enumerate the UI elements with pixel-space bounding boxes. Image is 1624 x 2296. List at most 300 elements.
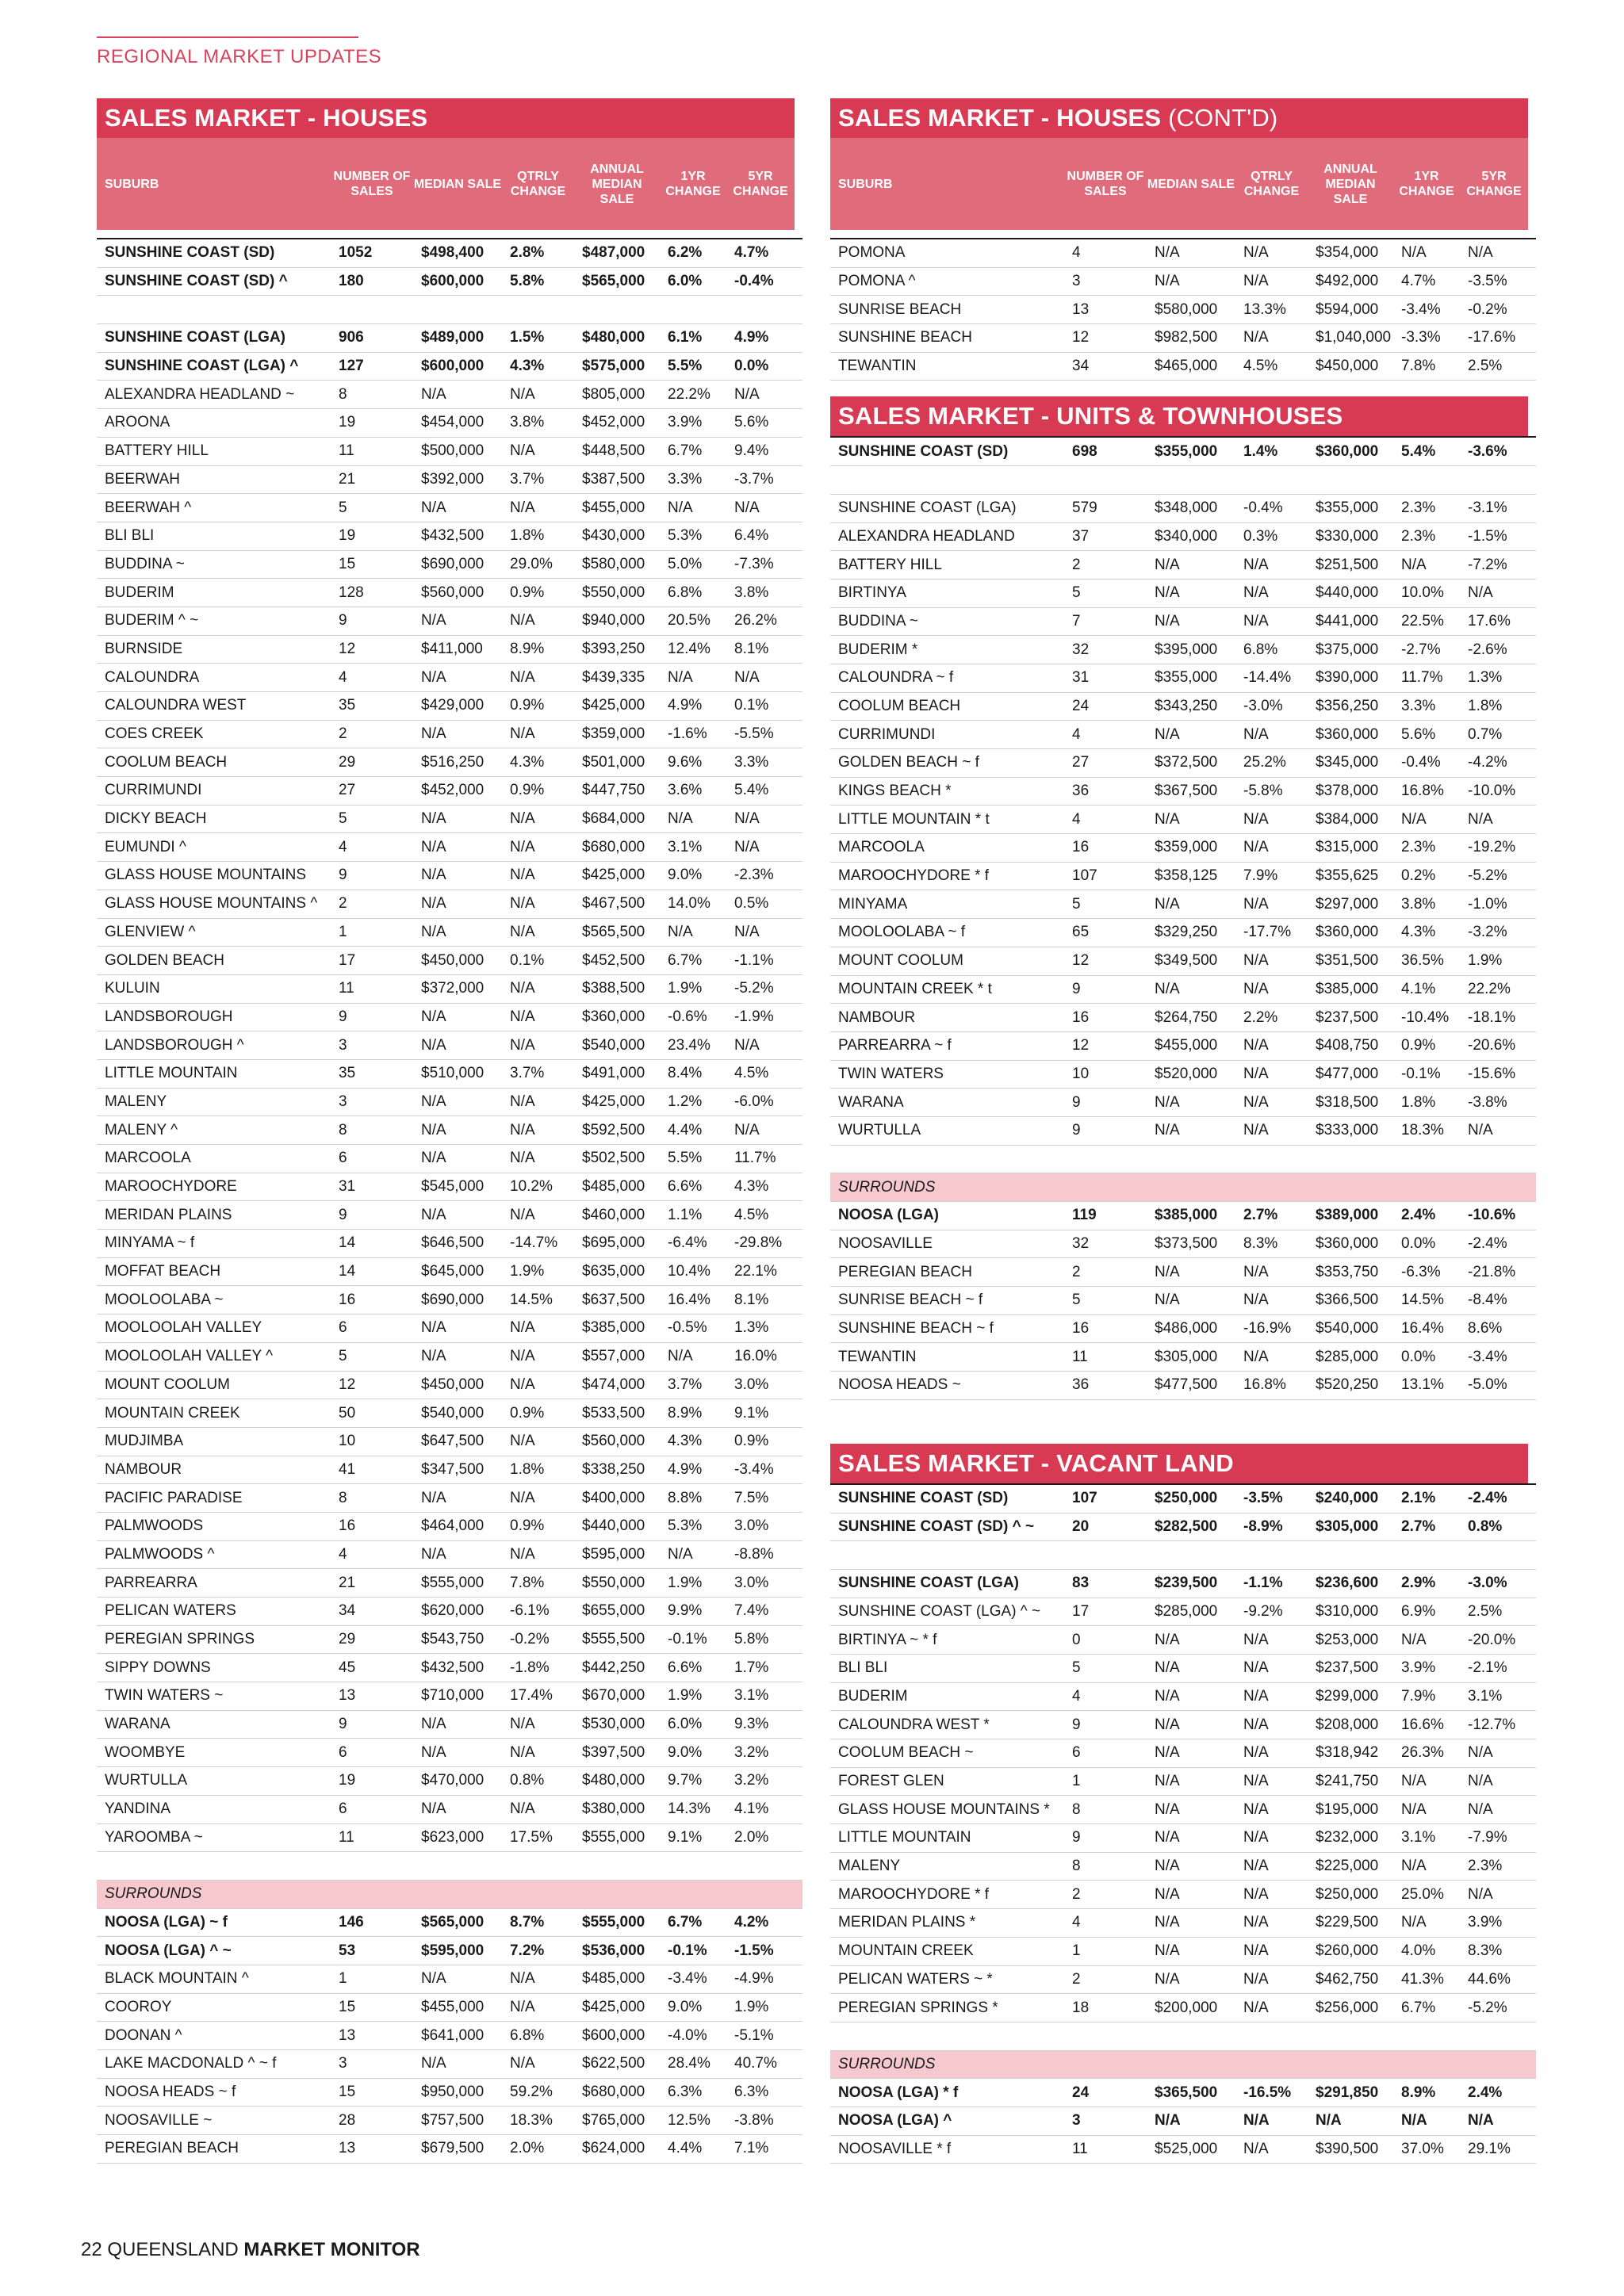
cell-2: $690,000 xyxy=(421,550,510,579)
table-row xyxy=(97,1173,802,1201)
cell-0: BURNSIDE xyxy=(97,635,339,664)
table-row xyxy=(830,1314,1536,1343)
cell-0: BUDDINA ~ xyxy=(830,607,1072,636)
cell-1: 9 xyxy=(339,1003,421,1031)
cell-5: 9.0% xyxy=(668,862,734,890)
table-row xyxy=(830,1287,1536,1315)
cell-5: 1.8% xyxy=(1401,1089,1468,1117)
cell-2: $455,000 xyxy=(421,1993,510,2022)
cell-2: N/A xyxy=(1155,1654,1243,1682)
cell-5: 5.0% xyxy=(668,550,734,579)
cell-5 xyxy=(1401,2050,1468,2079)
cell-4: $600,000 xyxy=(582,2022,668,2050)
cell-2: $347,500 xyxy=(421,1456,510,1484)
cell-0: NOOSA (LGA) ^ xyxy=(830,2107,1072,2135)
table-row xyxy=(97,1003,802,1031)
cell-6: 2.3% xyxy=(1468,1852,1536,1881)
table-row xyxy=(97,1314,802,1343)
cell-3: 1.8% xyxy=(510,522,582,550)
cell-4: $232,000 xyxy=(1316,1824,1401,1853)
table-row xyxy=(830,1739,1536,1768)
cell-0: NOOSA (LGA) ~ f xyxy=(97,1908,339,1937)
cell-4: $389,000 xyxy=(1316,1202,1401,1230)
cell-6: -3.6% xyxy=(1468,437,1536,465)
table-row xyxy=(830,1230,1536,1258)
cell-2: $540,000 xyxy=(421,1399,510,1428)
cell-0: WURTULLA xyxy=(830,1116,1072,1145)
cell-5: 4.9% xyxy=(668,1456,734,1484)
cell-0: CALOUNDRA WEST * xyxy=(830,1711,1072,1739)
table-row xyxy=(97,1654,802,1682)
cell-4: $390,000 xyxy=(1316,664,1401,692)
cell-6: -2.3% xyxy=(734,862,802,890)
cell-5: 6.7% xyxy=(668,947,734,975)
cell-2: $600,000 xyxy=(421,352,510,381)
cell-0: COOLUM BEACH ~ xyxy=(830,1739,1072,1768)
cell-4: $452,500 xyxy=(582,947,668,975)
cell-2: $595,000 xyxy=(421,1937,510,1965)
cell-5 xyxy=(668,1880,734,1908)
table-row xyxy=(97,1993,802,2022)
table-row xyxy=(830,890,1536,919)
cell-6: N/A xyxy=(1468,806,1536,834)
cell-0: SUNSHINE BEACH ~ f xyxy=(830,1314,1072,1343)
cell-3: 59.2% xyxy=(510,2078,582,2107)
cell-1: 1 xyxy=(339,918,421,947)
right-column xyxy=(830,98,1528,2164)
cell-3: N/A xyxy=(510,1371,582,1399)
cell-5: 9.6% xyxy=(668,748,734,777)
cell-0 xyxy=(97,1852,339,1881)
cell-0: MARCOOLA xyxy=(97,1145,339,1173)
cell-1: 128 xyxy=(339,579,421,607)
cell-6: 1.9% xyxy=(1468,947,1536,975)
cell-0: COOLUM BEACH xyxy=(830,692,1072,721)
cell-3: 7.2% xyxy=(510,1937,582,1965)
cell-0: LANDSBOROUGH ^ xyxy=(97,1031,339,1060)
cell-2: $285,000 xyxy=(1155,1598,1243,1626)
cell-3: -17.7% xyxy=(1243,919,1316,947)
cell-3: N/A xyxy=(510,1484,582,1513)
cell-5: 26.3% xyxy=(1401,1739,1468,1768)
cell-3: -0.4% xyxy=(1243,494,1316,522)
houses-cont-banner xyxy=(830,98,1528,138)
table-row xyxy=(830,1881,1536,1909)
cell-6: 3.0% xyxy=(734,1569,802,1598)
cell-6: 5.4% xyxy=(734,777,802,806)
cell-3: 8.9% xyxy=(510,635,582,664)
cell-6: 2.5% xyxy=(1468,1598,1536,1626)
cell-0: NOOSA HEADS ~ xyxy=(830,1372,1072,1400)
table-row xyxy=(97,890,802,918)
table-row xyxy=(97,1569,802,1598)
cell-6: 3.0% xyxy=(734,1512,802,1540)
cell-3: N/A xyxy=(1243,1258,1316,1287)
cell-4: $595,000 xyxy=(582,1540,668,1569)
cell-6: 1.9% xyxy=(734,1993,802,2022)
cell-2: $646,500 xyxy=(421,1230,510,1258)
publication-name-bold: MARKET MONITOR xyxy=(243,2239,420,2260)
cell-5: 6.2% xyxy=(668,239,734,267)
cell-1: 11 xyxy=(339,1823,421,1852)
cell-6: 1.7% xyxy=(734,1654,802,1682)
cell-2: $454,000 xyxy=(421,409,510,438)
cell-1: 32 xyxy=(1072,636,1155,664)
cell-3: N/A xyxy=(1243,1031,1316,1060)
cell-6: N/A xyxy=(1468,239,1536,267)
houses-cont-column-header xyxy=(830,138,1528,230)
houses-cont-table xyxy=(830,238,1536,381)
cell-6: N/A xyxy=(734,664,802,692)
cell-6: N/A xyxy=(734,1031,802,1060)
cell-6: N/A xyxy=(734,833,802,862)
cell-0: BEERWAH ^ xyxy=(97,494,339,522)
table-row xyxy=(830,1937,1536,1965)
cell-0: CALOUNDRA ~ f xyxy=(830,664,1072,692)
cell-3: 29.0% xyxy=(510,550,582,579)
cell-1: 11 xyxy=(1072,1343,1155,1372)
cell-0: PEREGIAN SPRINGS xyxy=(97,1625,339,1654)
cell-0: MOFFAT BEACH xyxy=(97,1257,339,1286)
cell-5: 3.3% xyxy=(668,465,734,494)
cell-1: 5 xyxy=(339,805,421,833)
cell-1 xyxy=(1072,466,1155,495)
cell-3: N/A xyxy=(510,1116,582,1145)
cell-3: 8.7% xyxy=(510,1908,582,1937)
table-row xyxy=(830,692,1536,721)
cell-5: -4.0% xyxy=(668,2022,734,2050)
cell-5: 14.5% xyxy=(1401,1287,1468,1315)
table-row xyxy=(97,607,802,635)
cell-6: -5.1% xyxy=(734,2022,802,2050)
cell-6: 29.1% xyxy=(1468,2135,1536,2164)
cell-4: $430,000 xyxy=(582,522,668,550)
cell-4: $533,500 xyxy=(582,1399,668,1428)
cell-5: 25.0% xyxy=(1401,1881,1468,1909)
cell-6: -5.2% xyxy=(1468,1994,1536,2022)
cell-5 xyxy=(1401,1541,1468,1570)
table-row xyxy=(97,777,802,806)
col-suburb: SUBURB xyxy=(105,177,159,191)
cell-5: 5.5% xyxy=(668,1145,734,1173)
cell-4: $237,500 xyxy=(1316,1004,1401,1032)
cell-3: N/A xyxy=(510,862,582,890)
cell-6: 1.8% xyxy=(1468,692,1536,721)
cell-5: 1.9% xyxy=(668,1569,734,1598)
cell-3: 6.8% xyxy=(510,2022,582,2050)
cell-3: 1.9% xyxy=(510,1257,582,1286)
cell-5: 18.3% xyxy=(1401,1116,1468,1145)
cell-6: 7.5% xyxy=(734,1484,802,1513)
cell-5: 6.1% xyxy=(668,324,734,353)
table-row xyxy=(830,579,1536,607)
cell-6 xyxy=(734,1852,802,1881)
cell-0: CALOUNDRA xyxy=(97,664,339,692)
cell-0: MOOLOOLABA ~ f xyxy=(830,919,1072,947)
cell-6: 0.9% xyxy=(734,1427,802,1456)
cell-2: $580,000 xyxy=(1155,296,1243,324)
cell-0: LITTLE MOUNTAIN xyxy=(97,1059,339,1088)
cell-1: 2 xyxy=(339,890,421,918)
cell-6: 3.0% xyxy=(734,1371,802,1399)
table-row xyxy=(97,1059,802,1088)
cell-3: 0.9% xyxy=(510,1512,582,1540)
cell-5: 9.0% xyxy=(668,1993,734,2022)
cell-2: $450,000 xyxy=(421,1371,510,1399)
cell-0: BUDERIM xyxy=(97,579,339,607)
cell-1: 31 xyxy=(1072,664,1155,692)
cell-2: $641,000 xyxy=(421,2022,510,2050)
table-row xyxy=(97,1088,802,1116)
cell-4: $448,500 xyxy=(582,437,668,465)
cell-6: -5.5% xyxy=(734,720,802,748)
cell-1: 12 xyxy=(1072,1031,1155,1060)
cell-1: 119 xyxy=(1072,1202,1155,1230)
cell-2: N/A xyxy=(421,1145,510,1173)
cell-4: $355,000 xyxy=(1316,494,1401,522)
cell-1: 27 xyxy=(339,777,421,806)
cell-2: N/A xyxy=(421,2050,510,2079)
cell-6: -3.4% xyxy=(734,1456,802,1484)
cell-5: 3.7% xyxy=(668,1371,734,1399)
cell-0: PEREGIAN BEACH xyxy=(97,2135,339,2164)
cell-4: $580,000 xyxy=(582,550,668,579)
cell-4: $250,000 xyxy=(1316,1881,1401,1909)
cell-0: SUNSHINE COAST (SD) ^ xyxy=(97,267,339,296)
table-row xyxy=(830,2135,1536,2164)
cell-5: N/A xyxy=(1401,239,1468,267)
cell-5: 4.4% xyxy=(668,1116,734,1145)
cell-1: 34 xyxy=(339,1598,421,1626)
cell-1: 9 xyxy=(1072,1711,1155,1739)
table-row xyxy=(97,2107,802,2135)
cell-4: $237,500 xyxy=(1316,1654,1401,1682)
cell-4: $355,625 xyxy=(1316,862,1401,890)
cell-6: 9.4% xyxy=(734,437,802,465)
cell-0: DOONAN ^ xyxy=(97,2022,339,2050)
cell-3: N/A xyxy=(510,381,582,409)
cell-3: 0.8% xyxy=(510,1767,582,1796)
cell-2: N/A xyxy=(1155,1089,1243,1117)
cell-4: $540,000 xyxy=(1316,1314,1401,1343)
cell-0: GLASS HOUSE MOUNTAINS xyxy=(97,862,339,890)
cell-4: $353,750 xyxy=(1316,1258,1401,1287)
cell-1: 6 xyxy=(339,1739,421,1767)
cell-5: N/A xyxy=(668,918,734,947)
cell-5: N/A xyxy=(1401,1796,1468,1824)
cell-6: -5.2% xyxy=(734,974,802,1003)
cell-6: N/A xyxy=(734,494,802,522)
cell-4: $555,500 xyxy=(582,1625,668,1654)
cell-1: 6 xyxy=(339,1145,421,1173)
cell-3: -0.2% xyxy=(510,1625,582,1654)
cell-6: -20.6% xyxy=(1468,1031,1536,1060)
cell-4: $408,750 xyxy=(1316,1031,1401,1060)
cell-4: $624,000 xyxy=(582,2135,668,2164)
cell-4: $622,500 xyxy=(582,2050,668,2079)
cell-4: $195,000 xyxy=(1316,1796,1401,1824)
cell-1: 107 xyxy=(1072,1484,1155,1513)
cell-5: N/A xyxy=(1401,806,1468,834)
table-row xyxy=(97,748,802,777)
cell-4: $240,000 xyxy=(1316,1484,1401,1513)
cell-2: $757,500 xyxy=(421,2107,510,2135)
cell-6: 1.3% xyxy=(1468,664,1536,692)
cell-3: N/A xyxy=(1243,1994,1316,2022)
cell-3: 18.3% xyxy=(510,2107,582,2135)
cell-3 xyxy=(1243,2022,1316,2050)
cell-3: N/A xyxy=(510,1201,582,1230)
cell-1: 6 xyxy=(339,1314,421,1343)
cell-4: $345,000 xyxy=(1316,749,1401,778)
cell-1: 5 xyxy=(1072,1287,1155,1315)
cell-2: $516,250 xyxy=(421,748,510,777)
cell-4: $360,000 xyxy=(1316,437,1401,465)
cell-2: $264,750 xyxy=(1155,1004,1243,1032)
cell-5: 12.4% xyxy=(668,635,734,664)
cell-5: 6.6% xyxy=(668,1173,734,1201)
cell-0: YANDINA xyxy=(97,1795,339,1823)
cell-4: $360,000 xyxy=(1316,919,1401,947)
table-row xyxy=(830,1682,1536,1711)
cell-2: $358,125 xyxy=(1155,862,1243,890)
cell-2: N/A xyxy=(421,664,510,692)
cell-1: 9 xyxy=(1072,1116,1155,1145)
table-row xyxy=(830,1202,1536,1230)
cell-5: 7.8% xyxy=(1401,352,1468,381)
cell-4: $291,850 xyxy=(1316,2079,1401,2107)
cell-4: $388,500 xyxy=(582,974,668,1003)
cell-6: 3.2% xyxy=(734,1767,802,1796)
table-row xyxy=(830,607,1536,636)
page-footer xyxy=(81,2239,420,2261)
cell-1: 21 xyxy=(339,465,421,494)
cell-6: -6.0% xyxy=(734,1088,802,1116)
cell-0: BLACK MOUNTAIN ^ xyxy=(97,1965,339,1993)
cell-0: MINYAMA xyxy=(830,890,1072,919)
cell-2: N/A xyxy=(421,1314,510,1343)
col-median: MEDIAN SALE xyxy=(1147,177,1235,191)
cell-5: -0.1% xyxy=(1401,1060,1468,1089)
table-row xyxy=(97,267,802,296)
table-row xyxy=(97,635,802,664)
cell-2 xyxy=(1155,1541,1243,1570)
cell-0: KULUIN xyxy=(97,974,339,1003)
cell-2: N/A xyxy=(421,862,510,890)
cell-6: -10.6% xyxy=(1468,1202,1536,1230)
cell-4 xyxy=(1316,1145,1401,1173)
cell-6: 8.1% xyxy=(734,1286,802,1314)
cell-6: -17.6% xyxy=(1468,324,1536,353)
cell-2: $560,000 xyxy=(421,579,510,607)
cell-5: 28.4% xyxy=(668,2050,734,2079)
cell-5: 1.9% xyxy=(668,1682,734,1711)
cell-5: 9.0% xyxy=(668,1739,734,1767)
cell-6: 11.7% xyxy=(734,1145,802,1173)
cell-1: 35 xyxy=(339,1059,421,1088)
cell-5: -0.4% xyxy=(1401,749,1468,778)
cell-5: N/A xyxy=(668,1540,734,1569)
cell-3: 0.9% xyxy=(510,777,582,806)
cell-4: $492,000 xyxy=(1316,267,1401,296)
cell-5: 6.3% xyxy=(668,2078,734,2107)
cell-1: 2 xyxy=(1072,1258,1155,1287)
cell-6: 9.1% xyxy=(734,1399,802,1428)
cell-6: -7.2% xyxy=(1468,551,1536,580)
table-row xyxy=(830,267,1536,296)
table-row xyxy=(830,437,1536,465)
cell-0: MALENY xyxy=(97,1088,339,1116)
table-row xyxy=(97,550,802,579)
cell-5: 3.1% xyxy=(1401,1824,1468,1853)
cell-5: 8.9% xyxy=(1401,2079,1468,2107)
cell-3: 2.7% xyxy=(1243,1202,1316,1230)
cell-0: DICKY BEACH xyxy=(97,805,339,833)
cell-5: 13.1% xyxy=(1401,1372,1468,1400)
cell-0: MAROOCHYDORE xyxy=(97,1173,339,1201)
spacer-row xyxy=(830,1145,1536,1173)
cell-0: BATTERY HILL xyxy=(97,437,339,465)
cell-1: 10 xyxy=(1072,1060,1155,1089)
cell-0: PEREGIAN SPRINGS * xyxy=(830,1994,1072,2022)
cell-3: -1.1% xyxy=(1243,1569,1316,1598)
cell-6: -3.2% xyxy=(1468,919,1536,947)
cell-2: N/A xyxy=(1155,2107,1243,2135)
cell-0: CALOUNDRA WEST xyxy=(97,692,339,721)
cell-3: 5.8% xyxy=(510,267,582,296)
cell-2: N/A xyxy=(1155,1824,1243,1853)
cell-1: 2 xyxy=(339,720,421,748)
cell-0: MERIDAN PLAINS xyxy=(97,1201,339,1230)
cell-6: 4.5% xyxy=(734,1201,802,1230)
table-row xyxy=(97,664,802,692)
cell-1: 12 xyxy=(1072,947,1155,975)
cell-3: N/A xyxy=(1243,1937,1316,1965)
cell-1: 10 xyxy=(339,1427,421,1456)
table-row xyxy=(97,1908,802,1937)
cell-6: 5.8% xyxy=(734,1625,802,1654)
cell-4: $467,500 xyxy=(582,890,668,918)
cell-1 xyxy=(1072,2050,1155,2079)
land-title: SALES MARKET - VACANT LAND xyxy=(838,1448,1234,1477)
cell-0: BEERWAH xyxy=(97,465,339,494)
cell-3: N/A xyxy=(1243,1682,1316,1711)
cell-4: $487,000 xyxy=(582,239,668,267)
cell-6: 7.1% xyxy=(734,2135,802,2164)
table-row xyxy=(830,919,1536,947)
cell-0: BUDERIM * xyxy=(830,636,1072,664)
cell-4: $425,000 xyxy=(582,862,668,890)
table-row xyxy=(830,324,1536,353)
cell-0: SUNSHINE COAST (LGA) ^ xyxy=(97,352,339,381)
cell-3: N/A xyxy=(1243,579,1316,607)
table-row xyxy=(830,947,1536,975)
cell-5: 6.0% xyxy=(668,267,734,296)
cell-6: N/A xyxy=(1468,1881,1536,1909)
cell-4: $460,000 xyxy=(582,1201,668,1230)
cell-3: N/A xyxy=(1243,834,1316,863)
cell-1: 906 xyxy=(339,324,421,353)
table-row xyxy=(830,1852,1536,1881)
cell-4: $565,000 xyxy=(582,267,668,296)
cell-4: $360,000 xyxy=(1316,721,1401,749)
table-row xyxy=(830,296,1536,324)
cell-2: $305,000 xyxy=(1155,1343,1243,1372)
cell-2: $498,400 xyxy=(421,239,510,267)
cell-1: 50 xyxy=(339,1399,421,1428)
cell-6: 26.2% xyxy=(734,607,802,635)
cell-4: $380,000 xyxy=(582,1795,668,1823)
